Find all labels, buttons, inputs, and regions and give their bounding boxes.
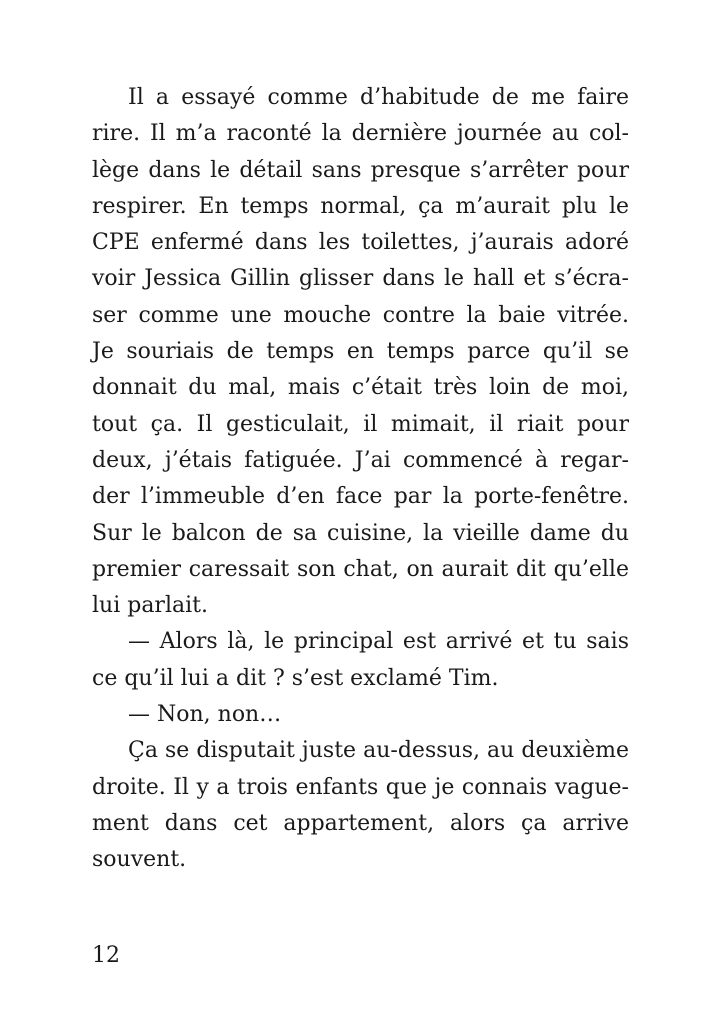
paragraph-4: [92, 733, 629, 878]
text-line: voir Jessica Gillin glisser dans le hall et s’écra-: [92, 266, 629, 292]
text-line: Je souriais de temps en temps parce qu’il se: [92, 339, 629, 365]
page-number: 12: [92, 943, 120, 968]
text-line: ce qu’il lui a dit ? s’est exclamé Tim.: [92, 665, 499, 691]
text-line: ment dans cet appartement, alors ça arrive: [92, 810, 629, 836]
text-line: tout ça. Il gesticulait, il mimait, il riait pour: [92, 411, 629, 437]
text-line: souvent.: [92, 847, 187, 873]
text-line: lui parlait.: [92, 593, 208, 619]
text-line: CPE enfermé dans les toilettes, j’aurais adoré: [92, 230, 629, 256]
text-line: Sur le balcon de sa cuisine, la vieille dame du: [92, 520, 629, 546]
text-line: Il a essayé comme d’habitude de me faire: [128, 85, 629, 110]
text-line: — Non, non…: [128, 702, 282, 728]
text-line: rire. Il m’a raconté la dernière journée au col-: [92, 121, 629, 147]
text-line: der l’immeuble d’en face par la porte-fenêtre.: [92, 484, 629, 510]
text-line: droite. Il y a trois enfants que je connais vague-: [92, 774, 629, 800]
paragraph-2-dialogue: [92, 624, 629, 697]
text-line: — Alors là, le principal est arrivé et tu sais: [128, 629, 629, 655]
paragraph-3-dialogue: [92, 697, 629, 733]
text-line: premier caressait son chat, on aurait dit qu’elle: [92, 556, 629, 582]
paragraph-1: [92, 80, 629, 624]
text-line: respirer. En temps normal, ça m’aurait plu le: [92, 193, 629, 219]
text-line: lège dans le détail sans presque s’arrêter pour: [92, 157, 629, 183]
text-line: donnait du mal, mais c’était très loin de moi,: [92, 375, 629, 401]
text-line: Ça se disputait juste au-dessus, au deuxième: [128, 738, 629, 764]
text-line: deux, j’étais fatiguée. J’ai commencé à regar-: [92, 447, 629, 473]
book-page-text: [92, 80, 629, 879]
text-line: ser comme une mouche contre la baie vitrée.: [92, 302, 629, 328]
